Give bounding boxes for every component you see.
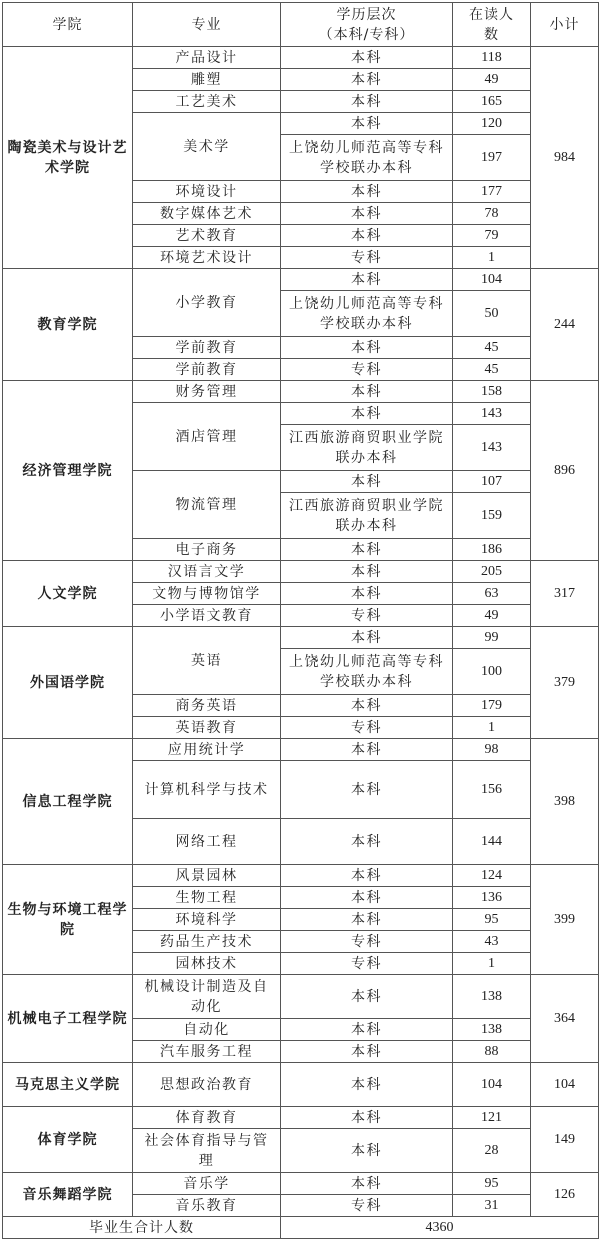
college-subtotal: 317 xyxy=(531,561,599,627)
enrolled-count: 79 xyxy=(453,225,531,247)
major-name: 英语教育 xyxy=(133,717,281,739)
college-subtotal: 364 xyxy=(531,975,599,1063)
level-cell: 本科 xyxy=(281,1019,453,1041)
major-name: 雕塑 xyxy=(133,69,281,91)
major-name: 财务管理 xyxy=(133,381,281,403)
enrolled-count: 104 xyxy=(453,1063,531,1107)
enrolled-count: 1 xyxy=(453,717,531,739)
enrolled-count: 143 xyxy=(453,403,531,425)
header-row xyxy=(3,3,599,47)
level-cell: 本科 xyxy=(281,181,453,203)
enrolled-count: 124 xyxy=(453,865,531,887)
enrolled-count: 95 xyxy=(453,1173,531,1195)
major-name: 酒店管理 xyxy=(133,403,281,471)
level-cell: 本科 xyxy=(281,403,453,425)
level-cell: 专科 xyxy=(281,247,453,269)
level-cell: 本科 xyxy=(281,695,453,717)
major-name: 音乐教育 xyxy=(133,1195,281,1217)
level-cell: 本科 xyxy=(281,113,453,135)
enrolled-count: 95 xyxy=(453,909,531,931)
level-cell: 专科 xyxy=(281,359,453,381)
total-label: 毕业生合计人数 xyxy=(3,1217,281,1239)
level-cell: 专科 xyxy=(281,717,453,739)
enrolled-count: 104 xyxy=(453,269,531,291)
level-cell: 本科 xyxy=(281,761,453,819)
level-cell: 江西旅游商贸职业学院联办本科 xyxy=(281,493,453,539)
level-cell: 本科 xyxy=(281,225,453,247)
level-cell: 本科 xyxy=(281,91,453,113)
level-cell: 本科 xyxy=(281,381,453,403)
header-level: 学历层次 （本科/专科） xyxy=(281,3,453,47)
table-row xyxy=(3,269,599,291)
college-subtotal: 896 xyxy=(531,381,599,561)
table-body xyxy=(3,47,599,1217)
enrolled-count: 45 xyxy=(453,359,531,381)
level-cell: 上饶幼儿师范高等专科学校联办本科 xyxy=(281,291,453,337)
enrolled-count: 31 xyxy=(453,1195,531,1217)
major-name: 体育教育 xyxy=(133,1107,281,1129)
enrolled-count: 98 xyxy=(453,739,531,761)
major-name: 环境艺术设计 xyxy=(133,247,281,269)
college-subtotal: 399 xyxy=(531,865,599,975)
major-name: 小学教育 xyxy=(133,269,281,337)
table-row xyxy=(3,627,599,649)
enrolled-count: 159 xyxy=(453,493,531,539)
college-name: 音乐舞蹈学院 xyxy=(3,1173,133,1217)
enrolled-count: 144 xyxy=(453,819,531,865)
enrolled-count: 50 xyxy=(453,291,531,337)
college-name: 马克思主义学院 xyxy=(3,1063,133,1107)
enrolled-count: 186 xyxy=(453,539,531,561)
table-row xyxy=(3,47,599,69)
level-cell: 本科 xyxy=(281,337,453,359)
major-name: 学前教育 xyxy=(133,337,281,359)
major-name: 英语 xyxy=(133,627,281,695)
major-name: 音乐学 xyxy=(133,1173,281,1195)
table-row xyxy=(3,1063,599,1107)
enrolled-count: 165 xyxy=(453,91,531,113)
college-name: 人文学院 xyxy=(3,561,133,627)
major-name: 电子商务 xyxy=(133,539,281,561)
major-name: 文物与博物馆学 xyxy=(133,583,281,605)
college-name: 机械电子工程学院 xyxy=(3,975,133,1063)
major-name: 小学语文教育 xyxy=(133,605,281,627)
level-cell: 本科 xyxy=(281,909,453,931)
header-subtotal: 小计 xyxy=(531,3,599,47)
enrolled-count: 177 xyxy=(453,181,531,203)
major-name: 自动化 xyxy=(133,1019,281,1041)
level-cell: 本科 xyxy=(281,887,453,909)
level-cell: 江西旅游商贸职业学院联办本科 xyxy=(281,425,453,471)
college-subtotal: 104 xyxy=(531,1063,599,1107)
major-name: 园林技术 xyxy=(133,953,281,975)
level-cell: 专科 xyxy=(281,953,453,975)
level-cell: 本科 xyxy=(281,1041,453,1063)
enrolled-count: 138 xyxy=(453,1019,531,1041)
table-row xyxy=(3,739,599,761)
level-cell: 本科 xyxy=(281,561,453,583)
enrolled-count: 158 xyxy=(453,381,531,403)
enrolled-count: 197 xyxy=(453,135,531,181)
major-name: 环境设计 xyxy=(133,181,281,203)
table-row xyxy=(3,1173,599,1195)
major-name: 美术学 xyxy=(133,113,281,181)
table-row xyxy=(3,381,599,403)
table-row xyxy=(3,1107,599,1129)
college-name: 教育学院 xyxy=(3,269,133,381)
enrolled-count: 107 xyxy=(453,471,531,493)
level-cell: 专科 xyxy=(281,605,453,627)
major-name: 汽车服务工程 xyxy=(133,1041,281,1063)
level-cell: 本科 xyxy=(281,627,453,649)
college-name: 陶瓷美术与设计艺术学院 xyxy=(3,47,133,269)
enrolled-count: 121 xyxy=(453,1107,531,1129)
enrolled-count: 49 xyxy=(453,69,531,91)
college-name: 生物与环境工程学院 xyxy=(3,865,133,975)
enrolled-count: 43 xyxy=(453,931,531,953)
level-cell: 上饶幼儿师范高等专科学校联办本科 xyxy=(281,135,453,181)
enrolled-count: 78 xyxy=(453,203,531,225)
major-name: 环境科学 xyxy=(133,909,281,931)
major-name: 物流管理 xyxy=(133,471,281,539)
level-cell: 本科 xyxy=(281,583,453,605)
header-enrolled: 在读人 数 xyxy=(453,3,531,47)
college-name: 外国语学院 xyxy=(3,627,133,739)
major-name: 药品生产技术 xyxy=(133,931,281,953)
enrolled-count: 99 xyxy=(453,627,531,649)
footer-row xyxy=(3,1217,599,1239)
college-subtotal: 984 xyxy=(531,47,599,269)
table-row xyxy=(3,865,599,887)
enrolled-count: 28 xyxy=(453,1129,531,1173)
enrolled-count: 136 xyxy=(453,887,531,909)
level-cell: 本科 xyxy=(281,1063,453,1107)
level-cell: 专科 xyxy=(281,1195,453,1217)
enrolled-count: 179 xyxy=(453,695,531,717)
enrolled-count: 88 xyxy=(453,1041,531,1063)
college-name: 信息工程学院 xyxy=(3,739,133,865)
major-name: 网络工程 xyxy=(133,819,281,865)
enrolled-count: 1 xyxy=(453,247,531,269)
major-name: 生物工程 xyxy=(133,887,281,909)
level-cell: 上饶幼儿师范高等专科学校联办本科 xyxy=(281,649,453,695)
college-name: 体育学院 xyxy=(3,1107,133,1173)
level-cell: 本科 xyxy=(281,203,453,225)
college-name: 经济管理学院 xyxy=(3,381,133,561)
level-cell: 本科 xyxy=(281,47,453,69)
enrolled-count: 138 xyxy=(453,975,531,1019)
enrolled-count: 49 xyxy=(453,605,531,627)
college-subtotal: 379 xyxy=(531,627,599,739)
enrolled-count: 205 xyxy=(453,561,531,583)
enrolled-count: 100 xyxy=(453,649,531,695)
header-major: 专业 xyxy=(133,3,281,47)
level-cell: 本科 xyxy=(281,865,453,887)
level-cell: 本科 xyxy=(281,69,453,91)
major-name: 学前教育 xyxy=(133,359,281,381)
level-cell: 本科 xyxy=(281,819,453,865)
major-name: 计算机科学与技术 xyxy=(133,761,281,819)
level-cell: 本科 xyxy=(281,1107,453,1129)
major-name: 应用统计学 xyxy=(133,739,281,761)
level-cell: 本科 xyxy=(281,1129,453,1173)
enrolled-count: 45 xyxy=(453,337,531,359)
enrolled-count: 120 xyxy=(453,113,531,135)
college-subtotal: 126 xyxy=(531,1173,599,1217)
level-cell: 本科 xyxy=(281,539,453,561)
header-college: 学院 xyxy=(3,3,133,47)
major-name: 社会体育指导与管理 xyxy=(133,1129,281,1173)
major-name: 思想政治教育 xyxy=(133,1063,281,1107)
major-name: 风景园林 xyxy=(133,865,281,887)
enrolled-count: 143 xyxy=(453,425,531,471)
enrolled-count: 118 xyxy=(453,47,531,69)
major-name: 工艺美术 xyxy=(133,91,281,113)
major-name: 机械设计制造及自动化 xyxy=(133,975,281,1019)
major-name: 艺术教育 xyxy=(133,225,281,247)
table-row xyxy=(3,561,599,583)
college-subtotal: 398 xyxy=(531,739,599,865)
enrolled-count: 63 xyxy=(453,583,531,605)
level-cell: 本科 xyxy=(281,1173,453,1195)
major-name: 数字媒体艺术 xyxy=(133,203,281,225)
level-cell: 专科 xyxy=(281,931,453,953)
level-cell: 本科 xyxy=(281,269,453,291)
level-cell: 本科 xyxy=(281,739,453,761)
enrolled-count: 1 xyxy=(453,953,531,975)
major-name: 商务英语 xyxy=(133,695,281,717)
major-name: 汉语言文学 xyxy=(133,561,281,583)
enrolled-count: 156 xyxy=(453,761,531,819)
table-row xyxy=(3,975,599,1019)
major-name: 产品设计 xyxy=(133,47,281,69)
level-cell: 本科 xyxy=(281,975,453,1019)
enrollment-table xyxy=(2,2,599,1239)
college-subtotal: 244 xyxy=(531,269,599,381)
total-value: 4360 xyxy=(281,1217,599,1239)
college-subtotal: 149 xyxy=(531,1107,599,1173)
level-cell: 本科 xyxy=(281,471,453,493)
